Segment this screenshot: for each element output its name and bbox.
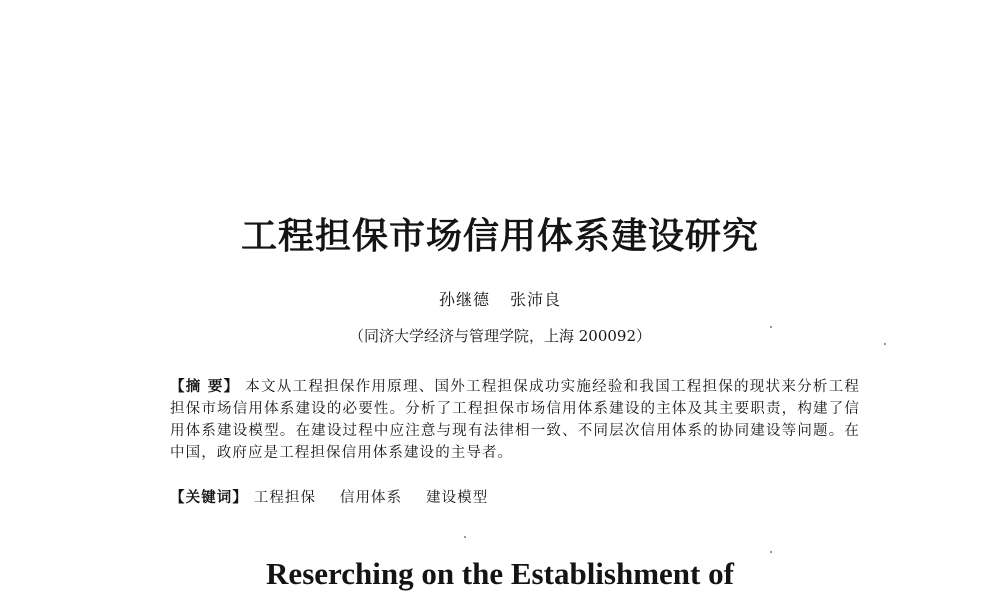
scan-speck bbox=[884, 343, 886, 345]
scan-speck bbox=[770, 326, 772, 328]
scan-speck bbox=[770, 551, 772, 553]
abstract-text: 本文从工程担保作用原理、国外工程担保成功实施经验和我国工程担保的现状来分析工程担保市场信用体系建设的必要性。分析了工程担保市场信用体系建设的主体及其主要职责，构建了信用体系建设模型。在建设过程中应注意与现有法律相一致、不同层次信用体系的协同建设等问题。在中国，政府应是工程担保信用体系建设的主导者。 bbox=[170, 379, 860, 461]
abstract-block bbox=[170, 376, 860, 464]
scan-speck bbox=[464, 536, 466, 538]
keywords-label: 【关键词】 bbox=[170, 490, 248, 506]
keyword-item: 工程担保 bbox=[253, 490, 317, 506]
paper-authors: 孙继德 张沛良 bbox=[438, 290, 562, 309]
paper-affiliation: （同济大学经济与管理学院，上海 200092） bbox=[348, 327, 652, 345]
english-title: Reserching on the Establishment of bbox=[266, 556, 734, 591]
keyword-item: 信用体系 bbox=[339, 490, 403, 506]
keyword-item: 建设模型 bbox=[425, 490, 489, 506]
paper-title: 工程担保市场信用体系建设研究 bbox=[240, 215, 759, 257]
abstract-label: 【摘 要】 bbox=[170, 379, 240, 395]
keywords-block bbox=[170, 486, 506, 507]
